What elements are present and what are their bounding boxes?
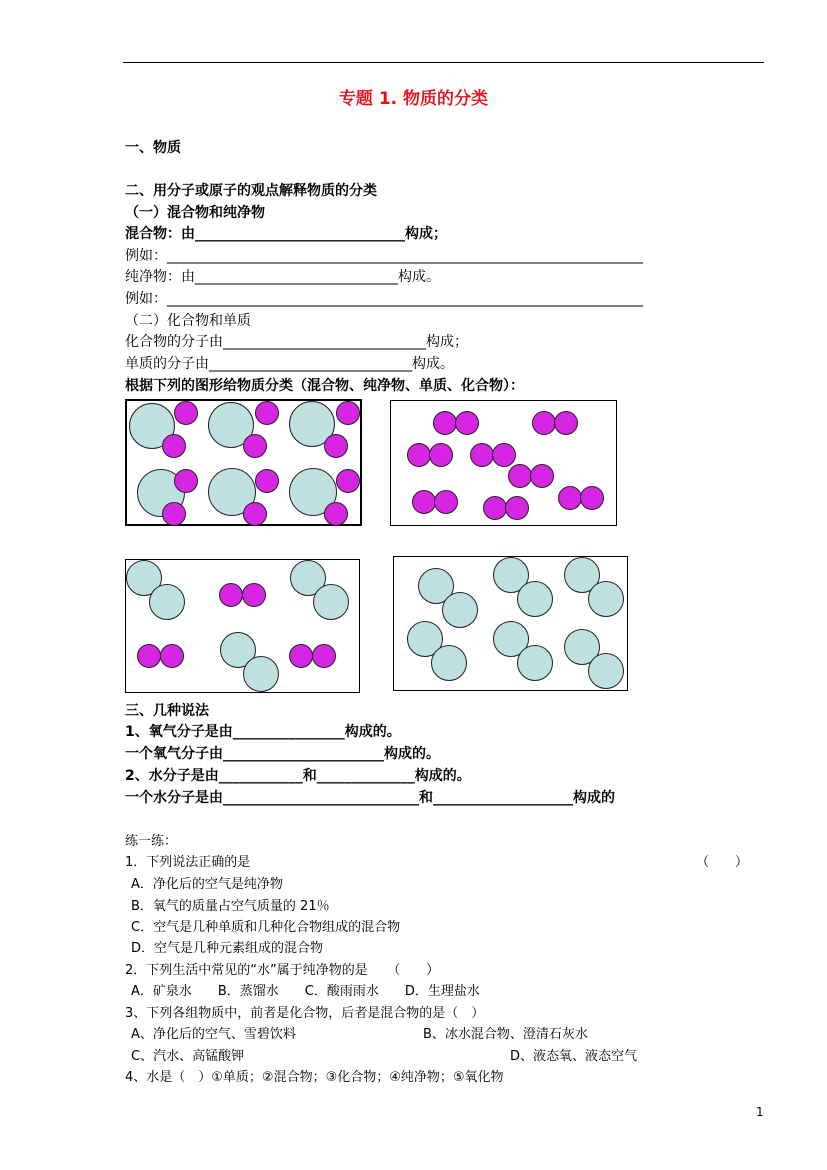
- question-3-option-a: A、净化后的空气、雪碧饮料: [131, 1027, 296, 1042]
- section-1-heading: 一、物质: [125, 140, 181, 156]
- small-atom: [532, 411, 556, 435]
- big-atom: [442, 592, 478, 628]
- compound-line: 化合物的分子由_____________________________构成；: [125, 334, 468, 350]
- question-1-option-b: B．氧气的质量占空气质量的 21％: [131, 899, 330, 914]
- small-atom: [174, 401, 198, 425]
- small-atom: [336, 469, 360, 493]
- question-2: 2．下列生活中常见的“水”属于纯净物的是 （ ）: [125, 963, 440, 978]
- big-atom: [588, 581, 624, 617]
- small-atom: [324, 502, 348, 526]
- small-atom: [324, 434, 348, 458]
- question-3-option-c: C、汽水、高锰酸钾: [131, 1049, 245, 1064]
- small-atom: [255, 401, 279, 425]
- question-3-option-d: D、液态氧、液态空气: [510, 1049, 638, 1064]
- big-atom: [517, 581, 553, 617]
- diagram-box-3: [125, 559, 360, 693]
- section-2-heading: 二、用分子或原子的观点解释物质的分类: [125, 183, 377, 199]
- small-atom: [470, 443, 494, 467]
- element-line: 单质的分子由_____________________________构成。: [125, 356, 454, 372]
- subsection-2a-heading: （一）混合物和纯净物: [125, 205, 265, 221]
- question-2-options: A．矿泉水 B．蒸馏水 C．酸雨雨水 D．生理盐水: [131, 984, 480, 999]
- page-title: 专题 1. 物质的分类: [338, 89, 489, 109]
- big-atom: [588, 653, 624, 689]
- small-atom: [162, 434, 186, 458]
- question-3: 3、下列各组物质中，前者是化合物，后者是混合物的是（ ）: [125, 1006, 485, 1021]
- small-atom: [505, 496, 529, 520]
- small-atom: [434, 490, 458, 514]
- question-3-option-b: B、冰水混合物、澄清石灰水: [423, 1027, 588, 1042]
- small-atom: [455, 411, 479, 435]
- big-atom: [243, 656, 279, 692]
- small-atom: [160, 644, 184, 668]
- page-number: 1: [756, 1105, 764, 1119]
- mixture-line: 混合物：由______________________________构成；: [125, 226, 447, 242]
- small-atom: [492, 443, 516, 467]
- diagram-box-2: [390, 400, 617, 526]
- small-atom: [407, 443, 431, 467]
- oxygen-molecule-line: 1、氧气分子是由________________构成的。: [125, 724, 401, 740]
- small-atom: [243, 502, 267, 526]
- question-1-option-d: D．空气是几种元素组成的混合物: [131, 941, 324, 956]
- big-atom: [431, 645, 467, 681]
- oxygen-molecule-count-line: 一个氧气分子由_______________________构成的。: [125, 746, 440, 762]
- small-atom: [483, 496, 507, 520]
- small-atom: [289, 644, 313, 668]
- small-atom: [554, 411, 578, 435]
- question-4: 4、水是（ ）①单质；②混合物；③化合物；④纯净物；⑤氧化物: [125, 1070, 504, 1085]
- small-atom: [336, 401, 360, 425]
- example-line-1: 例如：____________________________________________________________________: [125, 248, 643, 264]
- small-atom: [243, 434, 267, 458]
- small-atom: [412, 490, 436, 514]
- big-atom: [149, 584, 185, 620]
- small-atom: [558, 486, 582, 510]
- water-molecule-line: 2、水分子是由____________和______________构成的。: [125, 768, 471, 784]
- small-atom: [433, 411, 457, 435]
- small-atom: [162, 502, 186, 526]
- header-rule: [123, 62, 764, 63]
- question-1-answer-bracket: （ ）: [696, 855, 749, 870]
- small-atom: [530, 464, 554, 488]
- section-3-heading: 三、几种说法: [125, 703, 209, 719]
- pure-substance-line: 纯净物：由_____________________________构成。: [125, 269, 440, 285]
- question-1-option-a: A．净化后的空气是纯净物: [131, 877, 283, 892]
- small-atom: [137, 644, 161, 668]
- small-atom: [312, 644, 336, 668]
- diagram-box-1: [125, 399, 362, 526]
- practice-heading: 练一练：: [125, 834, 178, 849]
- classify-instruction: 根据下列的图形给物质分类（混合物、纯净物、单质、化合物）：: [125, 378, 524, 394]
- small-atom: [508, 464, 532, 488]
- small-atom: [580, 486, 604, 510]
- big-atom: [517, 645, 553, 681]
- small-atom: [219, 583, 243, 607]
- question-1-option-c: C．空气是几种单质和几种化合物组成的混合物: [131, 920, 401, 935]
- small-atom: [174, 469, 198, 493]
- small-atom: [429, 443, 453, 467]
- small-atom: [255, 469, 279, 493]
- diagram-box-4: [393, 556, 628, 691]
- big-atom: [313, 584, 349, 620]
- subsection-2b-heading: （二）化合物和单质: [125, 313, 251, 329]
- small-atom: [242, 583, 266, 607]
- question-1: 1．下列说法正确的是: [125, 855, 251, 870]
- example-line-2: 例如：____________________________________________________________________: [125, 291, 643, 307]
- water-molecule-count-line: 一个水分子是由____________________________和____________________构成的: [125, 790, 615, 806]
